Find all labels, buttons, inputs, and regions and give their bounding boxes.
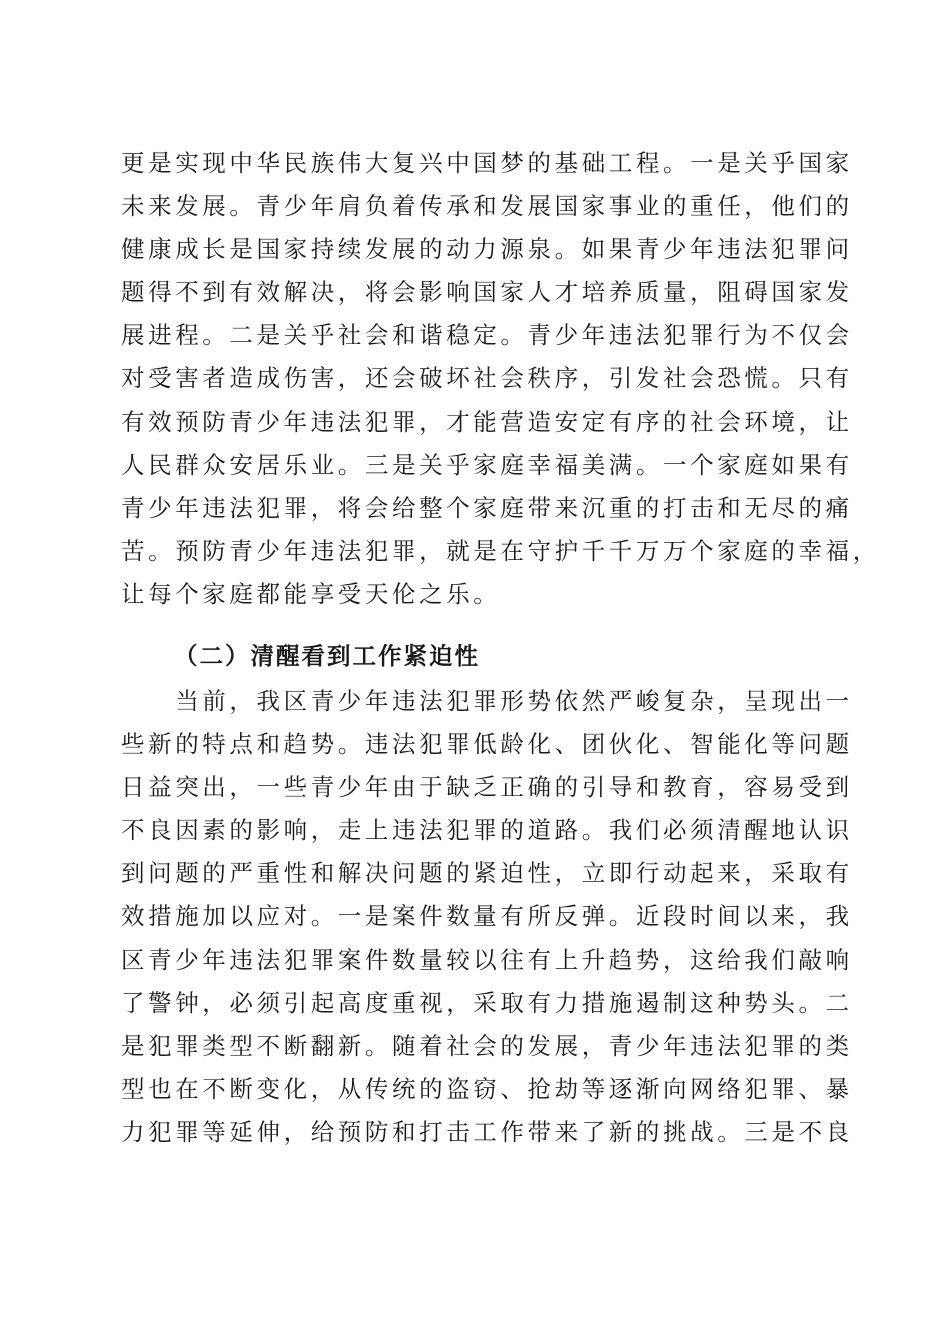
paragraph-line: 苦。预防青少年违法犯罪，就是在守护千千万万个家庭的幸福， xyxy=(121,536,880,565)
paragraph-line: 让每个家庭都能享受天伦之乐。 xyxy=(121,579,501,608)
paragraph-line: 些新的特点和趋势。违法犯罪低龄化、团伙化、智能化等问题 xyxy=(121,730,853,759)
paragraph-2 xyxy=(121,680,853,1154)
paragraph-line: 有效预防青少年违法犯罪，才能营造安定有序的社会环境，让 xyxy=(121,407,853,436)
paragraph-line: 当前，我区青少年违法犯罪形势依然严峻复杂，呈现出一 xyxy=(121,687,853,715)
paragraph-line: 健康成长是国家持续发展的动力源泉。如果青少年违法犯罪问 xyxy=(121,235,853,264)
paragraph-line: 未来发展。青少年肩负着传承和发展国家事业的重任，他们的 xyxy=(121,192,853,221)
paragraph-line: 日益突出，一些青少年由于缺乏正确的引导和教育，容易受到 xyxy=(121,773,853,802)
paragraph-line: 力犯罪等延伸，给预防和打击工作带来了新的挑战。三是不良 xyxy=(121,1117,853,1146)
paragraph-line: 效措施加以应对。一是案件数量有所反弹。近段时间以来，我 xyxy=(121,902,853,931)
section-heading: （二）清醒看到工作紧迫性 xyxy=(174,642,480,670)
paragraph-line: 区青少年违法犯罪案件数量较以往有上升趋势，这给我们敲响 xyxy=(121,945,853,974)
paragraph-line: 题得不到有效解决，将会影响国家人才培养质量，阻碍国家发 xyxy=(121,278,853,307)
paragraph-line: 人民群众安居乐业。三是关乎家庭幸福美满。一个家庭如果有 xyxy=(121,450,853,479)
paragraph-line: 青少年违法犯罪，将会给整个家庭带来沉重的打击和无尽的痛 xyxy=(121,493,853,522)
paragraph-line: 不良因素的影响，走上违法犯罪的道路。我们必须清醒地认识 xyxy=(121,816,853,845)
paragraph-1 xyxy=(121,142,880,616)
paragraph-line: 展进程。二是关乎社会和谐稳定。青少年违法犯罪行为不仅会 xyxy=(121,321,853,350)
paragraph-line: 是犯罪类型不断翻新。随着社会的发展，青少年违法犯罪的类 xyxy=(121,1031,853,1060)
paragraph-line: 了警钟，必须引起高度重视，采取有力措施遏制这种势头。二 xyxy=(121,988,853,1017)
paragraph-line: 对受害者造成伤害，还会破坏社会秩序，引发社会恐慌。只有 xyxy=(121,364,853,393)
paragraph-line: 型也在不断变化，从传统的盗窃、抢劫等逐渐向网络犯罪、暴 xyxy=(121,1074,853,1103)
paragraph-line: 更是实现中华民族伟大复兴中国梦的基础工程。一是关乎国家 xyxy=(121,149,853,177)
paragraph-line: 到问题的严重性和解决问题的紧迫性，立即行动起来，采取有 xyxy=(121,859,853,888)
